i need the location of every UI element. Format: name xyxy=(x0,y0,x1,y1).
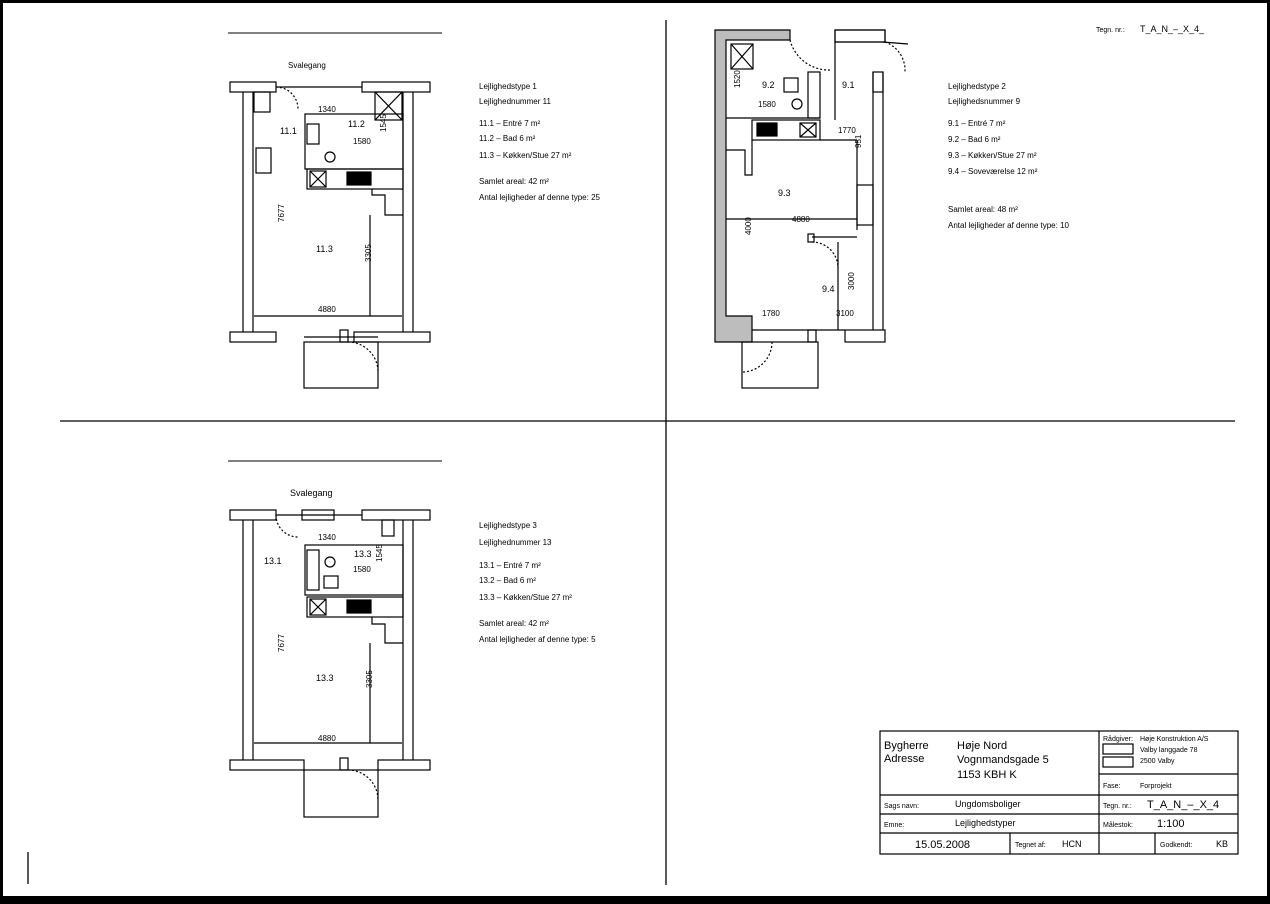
maalestok-label: Målestok: xyxy=(1103,822,1133,829)
fase-value: Forprojekt xyxy=(1140,783,1172,790)
dimension-label: 4880 xyxy=(318,305,336,314)
dimension-label: 3305 xyxy=(365,670,374,688)
room-label: 9.3 xyxy=(778,188,791,198)
sheet-tegn-nr-label: Tegn. nr.: xyxy=(1096,27,1125,34)
apartment-number: Lejlighednummer 13 xyxy=(479,538,552,547)
room-label: 13.1 xyxy=(264,556,282,566)
adresse-label: Adresse xyxy=(884,753,925,765)
godkendt-value: KB xyxy=(1216,839,1229,849)
emne-value: Lejlighedstyper xyxy=(955,818,1016,828)
room-label: 9.1 xyxy=(842,80,855,90)
dimension-label: 1770 xyxy=(838,126,856,135)
tegn-label: Tegn. nr.: xyxy=(1103,803,1132,810)
room-area-line: 13.2 – Bad 6 m² xyxy=(479,576,536,585)
dimension-label: 4880 xyxy=(318,734,336,743)
room-area-line: 11.1 – Entré 7 m² xyxy=(479,119,541,128)
raadgiver-line-2: Valby langgade 78 xyxy=(1140,747,1198,754)
room-label: 9.2 xyxy=(762,80,775,90)
corridor-label: Svalegang xyxy=(290,488,333,498)
dimension-label: 951 xyxy=(854,134,863,148)
fase-label: Fase: xyxy=(1103,783,1121,790)
apartment-number: Lejlighednummer 11 xyxy=(479,97,551,106)
room-area-line: 9.3 – Køkken/Stue 27 m² xyxy=(948,151,1037,160)
raadgiver-label: Rådgiver: xyxy=(1103,736,1133,743)
room-label: 13.3 xyxy=(316,673,334,683)
room-label: 11.1 xyxy=(280,126,297,136)
dimension-label: 1580 xyxy=(353,565,371,574)
apartment-count: Antal lejligheder af denne type: 5 xyxy=(479,635,596,644)
godkendt-label: Godkendt: xyxy=(1160,842,1193,849)
dimension-label: 7677 xyxy=(277,634,286,652)
sheet-tegn-nr-value: T_A_N_–_X_4_ xyxy=(1140,24,1205,34)
room-area-line: 13.3 – Køkken/Stue 27 m² xyxy=(479,593,572,602)
room-label: 11.2 xyxy=(348,119,365,129)
raadgiver-line-3: 2500 Valby xyxy=(1140,758,1175,765)
dimension-label: 1545 xyxy=(375,544,384,562)
client-name: Høje Nord xyxy=(957,740,1008,752)
room-area-line: 13.1 – Entré 7 m² xyxy=(479,561,541,570)
room-area-line: 11.2 – Bad 6 m² xyxy=(479,134,536,143)
dimension-label: 1340 xyxy=(318,105,336,114)
tegnet-value: HCN xyxy=(1062,839,1082,849)
client-address-1: Vognmandsgade 5 xyxy=(957,754,1049,766)
dimension-label: 1340 xyxy=(318,533,336,542)
dimension-label: 1580 xyxy=(353,137,371,146)
dimension-label: 1545 xyxy=(379,114,388,132)
dimension-label: 3305 xyxy=(364,244,373,262)
client-address-2: 1153 KBH K xyxy=(957,769,1017,781)
dimension-label: 3100 xyxy=(836,309,854,318)
room-label: 13.3 xyxy=(354,549,372,559)
bygherre-label: Bygherre xyxy=(884,740,929,752)
raadgiver-line-1: Høje Konstruktion A/S xyxy=(1140,736,1209,743)
apartment-type: Lejlighedstype 3 xyxy=(479,521,537,530)
room-label: 9.4 xyxy=(822,284,835,294)
room-area-line: 9.2 – Bad 6 m² xyxy=(948,135,1001,144)
dimension-label: 1520 xyxy=(733,70,742,88)
drawing-date: 15.05.2008 xyxy=(915,839,971,851)
dimension-label: 3000 xyxy=(847,272,856,290)
apartment-number: Lejlighedsnummer 9 xyxy=(948,97,1021,106)
tegn-value: T_A_N_–_X_4 xyxy=(1147,799,1220,811)
tegnet-label: Tegnet af: xyxy=(1015,842,1046,849)
maalestok-value: 1:100 xyxy=(1157,818,1185,830)
paper xyxy=(3,3,1267,896)
dimension-label: 4000 xyxy=(744,217,753,235)
total-area: Samlet areal: 42 m² xyxy=(479,177,549,186)
dimension-label: 7677 xyxy=(277,204,286,222)
room-area-line: 9.1 – Entré 7 m² xyxy=(948,119,1006,128)
dimension-label: 1580 xyxy=(758,100,776,109)
dimension-label: 4880 xyxy=(792,215,810,224)
total-area: Samlet areal: 42 m² xyxy=(479,619,549,628)
total-area: Samlet areal: 48 m² xyxy=(948,205,1018,214)
sag-label: Sags navn: xyxy=(884,803,920,810)
apartment-type: Lejlighedstype 1 xyxy=(479,82,537,91)
apartment-type: Lejlighedstype 2 xyxy=(948,82,1006,91)
room-area-line: 11.3 – Køkken/Stue 27 m² xyxy=(479,151,572,160)
room-area-line: 9.4 – Soveværelse 12 m² xyxy=(948,167,1038,176)
apartment-count: Antal lejligheder af denne type: 10 xyxy=(948,221,1069,230)
emne-label: Emne: xyxy=(884,822,905,829)
dimension-label: 1780 xyxy=(762,309,780,318)
corridor-label: Svalegang xyxy=(288,61,326,70)
room-label: 11.3 xyxy=(316,244,333,254)
sag-value: Ungdomsboliger xyxy=(955,799,1021,809)
apartment-count: Antal lejligheder af denne type: 25 xyxy=(479,193,600,202)
